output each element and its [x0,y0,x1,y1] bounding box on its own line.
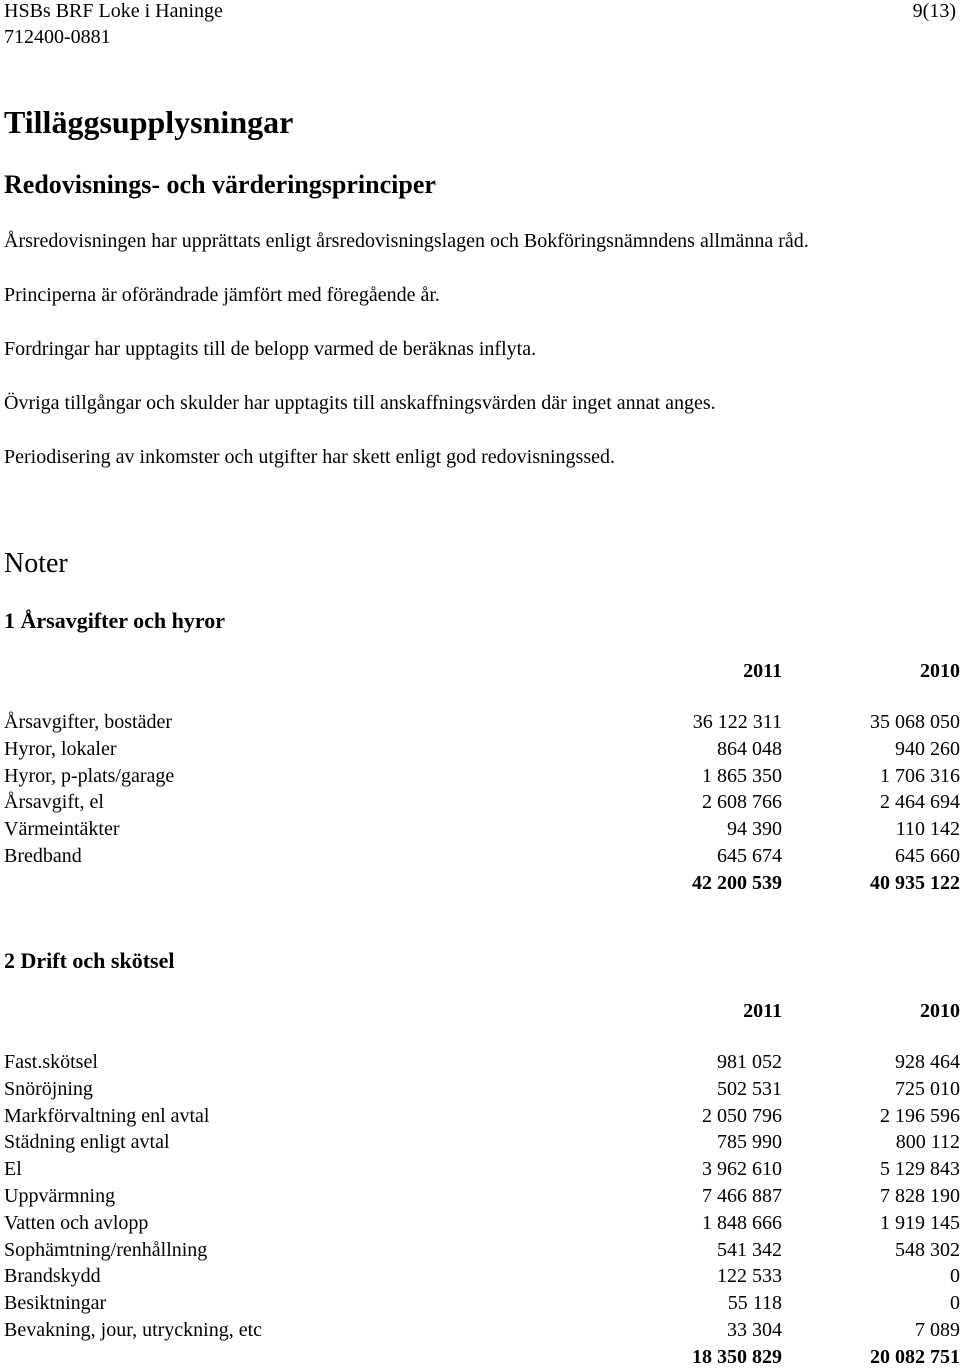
row-label: Brandskydd [4,1265,101,1288]
row-label: Uppvärmning [4,1185,116,1207]
table-row [4,1290,960,1316]
value-2011: 7 466 887 [702,1185,782,1207]
value-2010: 548 302 [895,1238,960,1261]
note2-year-previous: 2010 [920,1000,960,1022]
row-label: Besiktningar [4,1292,107,1315]
note2-year-current: 2011 [743,1000,782,1022]
value-2011: 502 531 [717,1077,782,1100]
total-row [4,1344,960,1370]
total-2011: 42 200 539 [692,871,782,894]
value-2010: 1 706 316 [880,764,960,787]
value-2011: 785 990 [717,1131,782,1154]
row-label: Årsavgift, el [4,791,104,814]
table-row [4,1103,960,1129]
table-row [4,1076,960,1102]
value-2011: 541 342 [717,1238,782,1261]
principles-paragraph: Övriga tillgångar och skulder har upptagits till anskaffningsvärden där inget annat anges. [4,392,716,414]
value-2010: 0 [950,1265,960,1288]
value-2010: 800 112 [895,1131,960,1154]
row-label: Hyror, p-plats/garage [4,764,175,787]
principles-paragraph: Årsredovisningen har upprättats enligt årsredovisningslagen och Bokföringsnämndens allmänna råd. [4,230,809,252]
value-2010: 0 [950,1292,960,1315]
table-row [4,1156,960,1182]
note1-title: 1 Årsavgifter och hyror [4,608,225,633]
value-2011: 864 048 [717,737,782,760]
table-row [4,1129,960,1155]
table-row [4,1049,960,1075]
value-2011: 122 533 [717,1265,782,1288]
value-2010: 2 464 694 [880,791,960,814]
value-2011: 981 052 [717,1051,782,1073]
notes-heading: Noter [4,548,68,579]
row-label: Hyror, lokaler [4,737,117,760]
total-2010: 40 935 122 [870,871,960,894]
principles-heading: Redovisnings- och värderingsprinciper [4,170,436,199]
table-row [4,736,960,762]
table-row [4,1183,960,1209]
total-row [4,870,960,896]
table-row [4,1317,960,1343]
note1-year-current: 2011 [743,660,782,682]
value-2011: 33 304 [727,1319,782,1341]
value-2010: 110 142 [895,818,960,841]
row-label: Fast.skötsel [4,1051,98,1073]
header-page-number: 9(13) [912,0,956,22]
row-label: El [4,1158,22,1181]
row-label: Bevakning, jour, utryckning, etc [4,1319,263,1341]
header-org-number: 712400-0881 [4,26,111,48]
value-2011: 3 962 610 [702,1158,782,1181]
value-2010: 7 089 [915,1319,960,1341]
value-2011: 1 865 350 [702,764,782,787]
principles-paragraph: Fordringar har upptagits till de belopp varmed de beräknas inflyta. [4,338,537,360]
table-row [4,789,960,815]
row-label: Värmeintäkter [4,818,120,841]
row-label: Bredband [4,845,82,867]
principles-paragraph: Periodisering av inkomster och utgifter har skett enligt god redovisningssed. [4,446,615,468]
value-2011: 645 674 [717,845,782,867]
row-label: Markförvaltning enl avtal [4,1104,210,1127]
row-label: Sophämtning/renhållning [4,1238,208,1261]
row-label: Städning enligt avtal [4,1131,170,1154]
table-row [4,1210,960,1236]
value-2010: 645 660 [895,845,960,867]
table-row [4,843,960,869]
value-2010: 725 010 [895,1077,960,1100]
row-label: Vatten och avlopp [4,1211,149,1234]
page-title: Tilläggsupplysningar [4,104,294,140]
header-org-name: HSBs BRF Loke i Haninge [4,0,223,22]
value-2011: 36 122 311 [692,711,782,733]
value-2011: 2 608 766 [702,791,782,814]
total-2011: 18 350 829 [692,1345,782,1368]
total-2010: 20 082 751 [870,1345,960,1368]
table-row [4,1237,960,1263]
value-2010: 5 129 843 [880,1158,960,1181]
table-row [4,816,960,842]
value-2010: 2 196 596 [880,1104,960,1127]
value-2010: 35 068 050 [870,711,960,733]
value-2011: 1 848 666 [702,1211,782,1234]
value-2010: 7 828 190 [880,1185,960,1207]
value-2011: 55 118 [727,1292,782,1315]
principles-paragraph: Principerna är oförändrade jämfört med föregående år. [4,284,440,306]
value-2010: 1 919 145 [880,1211,960,1234]
note2-title: 2 Drift och skötsel [4,948,175,973]
row-label: Årsavgifter, bostäder [4,711,173,733]
value-2010: 928 464 [895,1051,960,1073]
value-2011: 2 050 796 [702,1104,782,1127]
note1-year-previous: 2010 [920,660,960,682]
table-row [4,709,960,735]
value-2011: 94 390 [727,818,782,841]
table-row [4,1263,960,1289]
table-row [4,763,960,789]
value-2010: 940 260 [895,737,960,760]
row-label: Snöröjning [4,1077,93,1100]
